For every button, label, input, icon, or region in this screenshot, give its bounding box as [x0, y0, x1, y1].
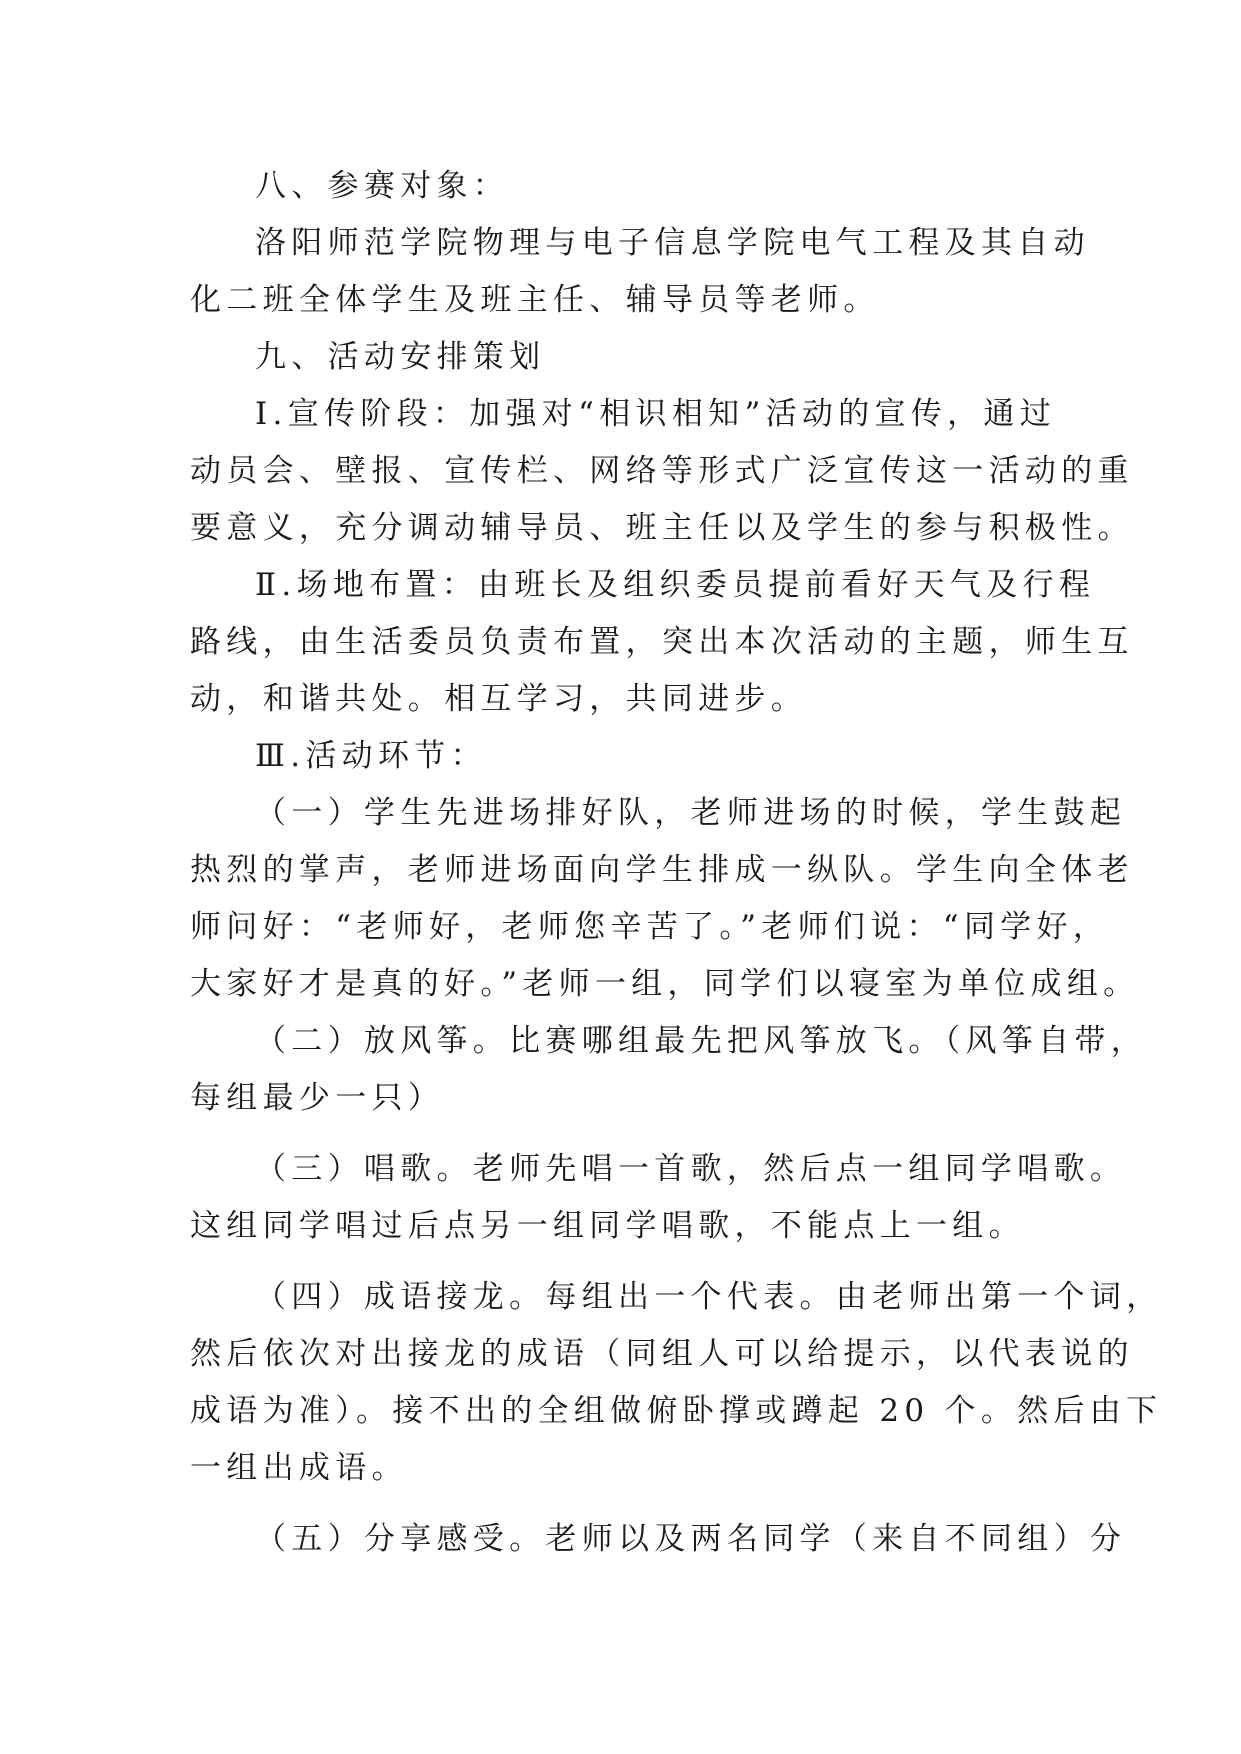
- paragraph-line: 师问好：“老师好，老师您辛苦了。”老师们说：“同学好，: [190, 909, 1110, 945]
- paragraph-line: 热烈的掌声，老师进场面向学生排成一纵队。学生向全体老: [190, 852, 1134, 888]
- paragraph-line: 这组同学唱过后点另一组同学唱歌，不能点上一组。: [190, 1208, 1025, 1244]
- paragraph-line: 一组出成语。: [190, 1450, 408, 1486]
- paragraph-line: 化二班全体学生及班主任、辅导员等老师。: [190, 282, 880, 318]
- paragraph-line: 动员会、壁报、宣传栏、网络等形式广泛宣传这一活动的重: [190, 453, 1134, 489]
- paragraph-line: 每组最少一只）: [190, 1080, 445, 1116]
- paragraph-line: （五）分享感受。老师以及两名同学（来自不同组）分: [255, 1521, 1127, 1557]
- subsection-heading: Ⅲ.活动环节：: [255, 738, 487, 774]
- paragraph-line: （三）唱歌。老师先唱一首歌，然后点一组同学唱歌。: [255, 1151, 1127, 1187]
- paragraph-line: 大家好才是真的好。”老师一组，同学们以寝室为单位成组。: [190, 966, 1140, 1002]
- paragraph-line: （四）成语接龙。每组出一个代表。由老师出第一个词，: [255, 1279, 1163, 1315]
- paragraph-line: 成语为准）。接不出的全组做俯卧撑或蹲起 20 个。然后由下: [190, 1393, 1163, 1429]
- paragraph-line: Ⅱ.场地布置：由班长及组织委员提前看好天气及行程: [255, 567, 1096, 603]
- paragraph-line: （二）放风筝。比赛哪组最先把风筝放飞。（风筝自带，: [255, 1023, 1147, 1059]
- paragraph-line: 路线，由生活委员负责布置，突出本次活动的主题，师生互: [190, 624, 1134, 660]
- section-heading-nine: 九、活动安排策划: [255, 339, 546, 375]
- paragraph-line: 动，和谐共处。相互学习，共同进步。: [190, 681, 808, 717]
- section-heading-eight: 八、参赛对象：: [255, 168, 510, 204]
- paragraph-line: 洛阳师范学院物理与电子信息学院电气工程及其自动: [255, 225, 1090, 261]
- paragraph-line: （一）学生先进场排好队，老师进场的时候，学生鼓起: [255, 795, 1127, 831]
- paragraph-line: 要意义，充分调动辅导员、班主任以及学生的参与积极性。: [190, 510, 1134, 546]
- paragraph-line: Ⅰ.宣传阶段：加强对“相识相知”活动的宣传，通过: [255, 396, 1056, 432]
- paragraph-line: 然后依次对出接龙的成语（同组人可以给提示，以代表说的: [190, 1336, 1134, 1372]
